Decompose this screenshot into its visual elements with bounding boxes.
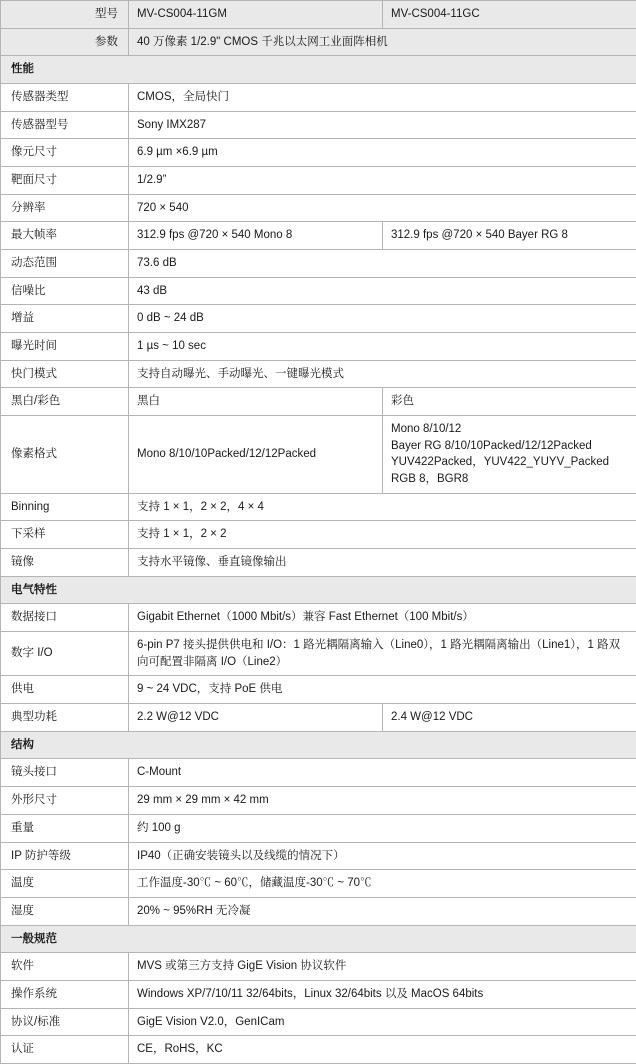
table-row [1,1008,636,1036]
section-electrical [1,576,636,604]
row-value-sensor-size: 1/2.9” [129,167,636,195]
row-value-dimensions: 29 mm × 29 mm × 42 mm [129,787,636,815]
row-label-lens-mount: 镜头接口 [1,759,129,787]
row-value-mono: 黑白 [129,388,383,416]
row-label-sensor-size: 靶面尺寸 [1,167,129,195]
table-row [1,1036,636,1064]
row-value-lens-mount: C-Mount [129,759,636,787]
row-label-digital-io: 数字 I/O [1,632,129,676]
table-row [1,953,636,981]
table-row [1,250,636,278]
row-value-decimation: 支持 1 × 1，2 × 2 [129,521,636,549]
table-row [1,521,636,549]
row-value-power-consumption-color: 2.4 W@12 VDC [383,704,636,732]
row-label-shutter-mode: 快门模式 [1,360,129,388]
row-label-data-interface: 数据接口 [1,604,129,632]
row-label-sensor-model: 传感器型号 [1,111,129,139]
row-value-dynamic-range: 73.6 dB [129,250,636,278]
table-row [1,360,636,388]
row-label-humidity: 湿度 [1,897,129,925]
row-value-binning: 支持 1 × 1，2 × 2，4 × 4 [129,493,636,521]
row-value-max-framerate-mono: 312.9 fps @720 × 540 Mono 8 [129,222,383,250]
row-label-exposure-time: 曝光时间 [1,333,129,361]
row-value-pixel-size: 6.9 µm ×6.9 µm [129,139,636,167]
section-general-label: 一般规范 [1,925,636,953]
row-value-data-interface: Gigabit Ethernet（1000 Mbit/s）兼容 Fast Ethernet（100 Mbit/s） [129,604,636,632]
row-value-software: MVS 或第三方支持 GigE Vision 协议软件 [129,953,636,981]
model-gm-value: MV-CS004-11GM [129,1,383,29]
table-row [1,787,636,815]
row-value-max-framerate-color: 312.9 fps @720 × 540 Bayer RG 8 [383,222,636,250]
section-structure [1,731,636,759]
row-label-binning: Binning [1,493,129,521]
table-row [1,111,636,139]
section-structure-label: 结构 [1,731,636,759]
row-value-pixel-format-color [383,416,636,494]
row-value-resolution: 720 × 540 [129,194,636,222]
row-value-ip-rating: IP40（正确安装镜头以及线缆的情况下） [129,842,636,870]
row-label-software: 软件 [1,953,129,981]
row-value-temperature: 工作温度-30℃ ~ 60℃，储藏温度-30℃ ~ 70℃ [129,870,636,898]
row-label-mono-color: 黑白/彩色 [1,388,129,416]
pixel-format-color-line-4: RGB 8，BGR8 [391,471,630,488]
table-row [1,814,636,842]
row-label-max-framerate: 最大帧率 [1,222,129,250]
table-row [1,388,636,416]
row-label-power-consumption: 典型功耗 [1,704,129,732]
param-label: 参数 [1,28,129,56]
row-value-exposure-time: 1 µs ~ 10 sec [129,333,636,361]
table-row [1,84,636,112]
row-label-dimensions: 外形尺寸 [1,787,129,815]
row-label-power-supply: 供电 [1,676,129,704]
section-performance-label: 性能 [1,56,636,84]
table-row [1,333,636,361]
row-value-power-supply: 9 ~ 24 VDC，支持 PoE 供电 [129,676,636,704]
row-label-operating-system: 操作系统 [1,980,129,1008]
param-value: 40 万像素 1/2.9" CMOS 千兆以太网工业面阵相机 [129,28,636,56]
row-value-certification: CE，RoHS，KC [129,1036,636,1064]
row-label-dynamic-range: 动态范围 [1,250,129,278]
table-row [1,676,636,704]
row-value-pixel-format-mono: Mono 8/10/10Packed/12/12Packed [129,416,383,494]
table-row [1,759,636,787]
table-row [1,632,636,676]
table-row [1,980,636,1008]
pixel-format-color-line-3: YUV422Packed，YUV422_YUYV_Packed [391,454,630,471]
row-value-sensor-type: CMOS，全局快门 [129,84,636,112]
row-label-sensor-type: 传感器类型 [1,84,129,112]
row-label-decimation: 下采样 [1,521,129,549]
row-value-mirror: 支持水平镜像、垂直镜像输出 [129,549,636,577]
model-gc-value: MV-CS004-11GC [383,1,636,29]
row-label-resolution: 分辨率 [1,194,129,222]
row-label-pixel-format: 像素格式 [1,416,129,494]
row-label-snr: 信噪比 [1,277,129,305]
table-row [1,277,636,305]
row-label-weight: 重量 [1,814,129,842]
table-row-model [1,1,636,29]
row-value-weight: 约 100 g [129,814,636,842]
table-row [1,897,636,925]
table-row-pixel-format [1,416,636,494]
row-label-ip-rating: IP 防护等级 [1,842,129,870]
table-row [1,139,636,167]
row-value-protocol-standard: GigE Vision V2.0，GenICam [129,1008,636,1036]
row-value-humidity: 20% ~ 95%RH 无冷凝 [129,897,636,925]
table-row [1,549,636,577]
table-row [1,222,636,250]
row-label-protocol-standard: 协议/标准 [1,1008,129,1036]
table-row [1,194,636,222]
row-value-power-consumption-mono: 2.2 W@12 VDC [129,704,383,732]
model-label: 型号 [1,1,129,29]
row-label-temperature: 温度 [1,870,129,898]
row-label-pixel-size: 像元尺寸 [1,139,129,167]
table-row [1,167,636,195]
row-value-digital-io: 6-pin P7 接头提供供电和 I/O：1 路光耦隔离输入（Line0），1 路光耦隔离输出（Line1），1 路双向可配置非隔离 I/O（Line2） [129,632,636,676]
row-value-shutter-mode: 支持自动曝光、手动曝光、一键曝光模式 [129,360,636,388]
row-label-mirror: 镜像 [1,549,129,577]
row-value-snr: 43 dB [129,277,636,305]
pixel-format-color-line-1: Mono 8/10/12 [391,421,630,438]
section-electrical-label: 电气特性 [1,576,636,604]
table-row [1,870,636,898]
row-label-gain: 增益 [1,305,129,333]
pixel-format-color-line-2: Bayer RG 8/10/10Packed/12/12Packed [391,438,630,455]
table-row [1,305,636,333]
row-value-sensor-model: Sony IMX287 [129,111,636,139]
row-value-color: 彩色 [383,388,636,416]
table-row [1,842,636,870]
section-performance [1,56,636,84]
table-row [1,493,636,521]
row-value-operating-system: Windows XP/7/10/11 32/64bits，Linux 32/64bits 以及 MacOS 64bits [129,980,636,1008]
table-row [1,704,636,732]
table-row-param [1,28,636,56]
row-value-gain: 0 dB ~ 24 dB [129,305,636,333]
section-general [1,925,636,953]
table-row [1,604,636,632]
row-label-certification: 认证 [1,1036,129,1064]
